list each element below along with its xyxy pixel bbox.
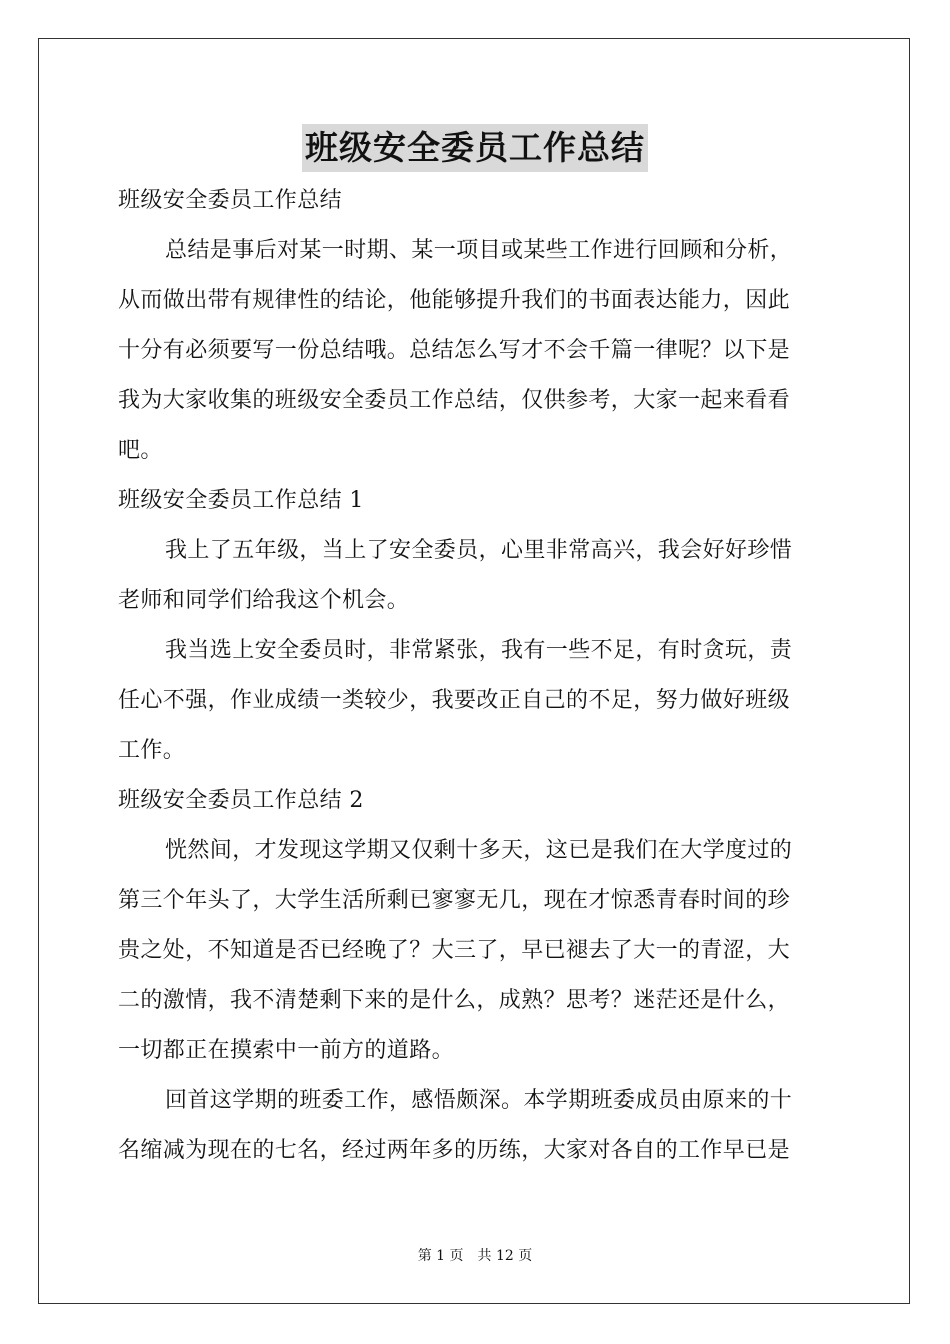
text-line: 班级安全委员工作总结	[118, 188, 343, 213]
text-line: 任心不强，作业成绩一类较少，我要改正自己的不足，努力做好班级	[118, 688, 791, 713]
text-line: 吧。	[118, 438, 163, 463]
text-line: 名缩减为现在的七名，经过两年多的历练，大家对各自的工作早已是	[118, 1138, 791, 1163]
section-heading: 班级安全委员工作总结 2	[118, 788, 364, 813]
text-line: 老师和同学们给我这个机会。	[118, 588, 410, 613]
section-heading: 班级安全委员工作总结 1	[118, 488, 364, 513]
text-line: 我上了五年级，当上了安全委员，心里非常高兴，我会好好珍惜	[165, 538, 793, 563]
text-line: 一切都正在摸索中一前方的道路。	[118, 1038, 455, 1063]
text-line: 从而做出带有规律性的结论，他能够提升我们的书面表达能力，因此	[118, 288, 791, 313]
text-line: 贵之处，不知道是否已经晚了？大三了，早已褪去了大一的青涩，大	[118, 938, 791, 963]
text-line: 二的激情，我不清楚剩下来的是什么，成熟？思考？迷茫还是什么，	[118, 988, 791, 1013]
page-footer	[0, 1246, 950, 1266]
text-line: 我当选上安全委员时，非常紧张，我有一些不足，有时贪玩，责	[165, 638, 793, 663]
text-line: 总结是事后对某一时期、某一项目或某些工作进行回顾和分析，	[165, 238, 793, 263]
document-title: 班级安全委员工作总结	[302, 124, 648, 172]
text-line: 恍然间，才发现这学期又仅剩十多天，这已是我们在大学度过的	[165, 838, 793, 863]
document-body	[118, 176, 834, 1176]
text-line: 十分有必须要写一份总结哦。总结怎么写才不会千篇一律呢？以下是	[118, 338, 791, 363]
text-line: 回首这学期的班委工作，感悟颇深。本学期班委成员由原来的十	[165, 1088, 793, 1113]
text-line: 我为大家收集的班级安全委员工作总结，仅供参考，大家一起来看看	[118, 388, 791, 413]
title-area	[0, 124, 950, 172]
text-line: 工作。	[118, 738, 186, 763]
page-number: 第 1 页	[417, 1248, 464, 1264]
text-line: 第三个年头了，大学生活所剩已寥寥无几，现在才惊悉青春时间的珍	[118, 888, 791, 913]
page-total: 共 12 页	[477, 1248, 533, 1264]
